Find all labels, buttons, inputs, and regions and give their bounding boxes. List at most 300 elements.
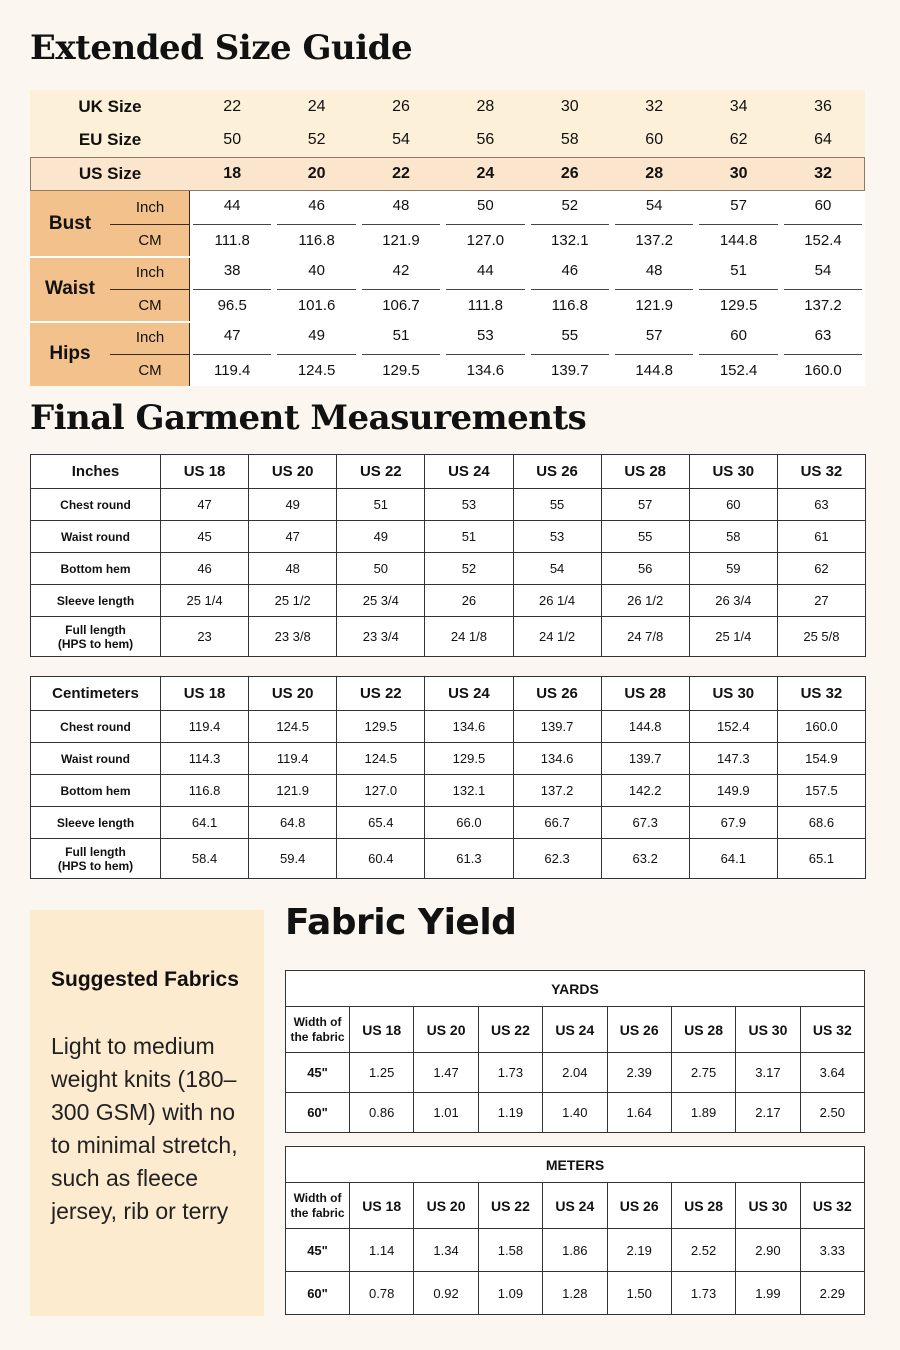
table-cell: 2.17 (736, 1093, 800, 1133)
row-label-text: Waist round (61, 529, 130, 544)
table-cell: 47 (249, 521, 337, 553)
table-cell: 0.86 (350, 1093, 414, 1133)
table-cell: 124.5 (337, 743, 425, 775)
inch-value: 38 (223, 262, 241, 279)
table-cell: 2.75 (671, 1053, 735, 1093)
row-label (31, 585, 161, 617)
unit-header: Inches (31, 455, 161, 489)
table-cell: 67.3 (601, 807, 689, 839)
table-cell: 64.1 (689, 839, 777, 879)
table-cell: 2.04 (543, 1053, 607, 1093)
unit-divider (110, 224, 190, 225)
table-cell: 51 (337, 489, 425, 521)
table-cell: 64.1 (161, 807, 249, 839)
inch-value: 63 (814, 327, 832, 344)
cm-value: 111.8 (214, 231, 250, 249)
table-cell: 144.8 (601, 711, 689, 743)
table-cell: 25 1/4 (161, 585, 249, 617)
cm-value: 106.7 (382, 296, 420, 314)
table-cell: 2.39 (607, 1053, 671, 1093)
table-cell: 0.92 (414, 1272, 478, 1315)
table-cell: 48 (249, 553, 337, 585)
table-cell: 45 (161, 521, 249, 553)
size-header: US 30 (736, 1007, 800, 1053)
table-cell: 3.17 (736, 1053, 800, 1093)
row-label-text: Full length (65, 844, 126, 859)
cm-value: 132.1 (551, 231, 589, 249)
unit-inch: Inch (135, 329, 165, 346)
inch-value: 50 (477, 197, 494, 214)
block-separator (30, 256, 190, 258)
size-value: 58 (560, 131, 579, 148)
table-cell: 60.4 (337, 839, 425, 879)
cm-value: 121.9 (635, 296, 673, 314)
cm-value: 139.7 (551, 361, 589, 379)
size-header: US 24 (425, 455, 513, 489)
size-value: 24 (476, 165, 495, 182)
table-cell: 62 (777, 553, 865, 585)
row-label (31, 839, 161, 879)
size-value: 62 (729, 131, 748, 148)
size-guide-table (30, 90, 865, 386)
table-cell: 58 (689, 521, 777, 553)
table-cell: 1.89 (671, 1093, 735, 1133)
table-cell: 55 (513, 489, 601, 521)
size-value: 26 (560, 165, 579, 182)
table-cell: 53 (513, 521, 601, 553)
table-cell: 3.64 (800, 1053, 864, 1093)
table-row (31, 617, 866, 657)
table-cell: 50 (337, 553, 425, 585)
table-cell: 26 (425, 585, 513, 617)
table-cell: 116.8 (161, 775, 249, 807)
width-label (286, 1183, 350, 1229)
size-value: 30 (560, 97, 579, 115)
title-row (286, 971, 865, 1007)
table-row (31, 553, 866, 585)
row-label-text: Bottom hem (60, 783, 131, 798)
table-cell: 65.4 (337, 807, 425, 839)
table-cell: 46 (161, 553, 249, 585)
unit-inch: Inch (135, 199, 165, 216)
size-header: US 28 (601, 677, 689, 711)
cm-value: 129.5 (382, 361, 420, 379)
row-label-text: Chest round (60, 719, 131, 734)
unit-divider (110, 354, 190, 355)
table-cell: 26 1/2 (601, 585, 689, 617)
table-cell: 25 3/4 (337, 585, 425, 617)
fabric-width: 60" (286, 1272, 350, 1315)
unit-cm: CM (138, 231, 162, 249)
cm-value: 129.5 (719, 296, 758, 314)
inch-value: 46 (308, 197, 325, 214)
table-cell: 52 (425, 553, 513, 585)
unit-divider (110, 289, 190, 290)
yield-unit-title: METERS (286, 1147, 865, 1183)
size-header: US 32 (777, 455, 865, 489)
block-separator (30, 321, 190, 323)
cm-value: 111.8 (467, 296, 504, 314)
table-cell: 67.9 (689, 807, 777, 839)
yield-unit-title: YARDS (286, 971, 865, 1007)
inch-value: 47 (223, 327, 241, 344)
row-label-sub: (HPS to hem) (57, 636, 134, 651)
cm-value: 127.0 (466, 231, 505, 249)
table-cell: 58.4 (161, 839, 249, 879)
table-cell: 154.9 (777, 743, 865, 775)
inch-value: 46 (561, 262, 579, 279)
cm-value: 134.6 (466, 361, 505, 379)
size-header: US 32 (777, 677, 865, 711)
cm-value: 152.4 (804, 231, 842, 249)
inch-value: 60 (730, 327, 747, 344)
table-row (31, 839, 866, 879)
table-cell: 137.2 (513, 775, 601, 807)
inch-value: 57 (645, 327, 663, 344)
fabric-width: 60" (286, 1093, 350, 1133)
table-cell: 63.2 (601, 839, 689, 879)
unit-header: Centimeters (31, 677, 161, 711)
table-cell: 63 (777, 489, 865, 521)
table-cell: 134.6 (425, 711, 513, 743)
inch-value: 42 (392, 262, 410, 279)
cm-value: 152.4 (719, 361, 758, 379)
table-cell: 59 (689, 553, 777, 585)
unit-inch: Inch (135, 264, 165, 281)
size-header: US 20 (249, 455, 337, 489)
table-cell: 59.4 (249, 839, 337, 879)
table-cell: 49 (337, 521, 425, 553)
table-cell: 134.6 (513, 743, 601, 775)
inch-value: 48 (392, 197, 410, 214)
size-header: US 26 (513, 455, 601, 489)
size-header: US 18 (350, 1183, 414, 1229)
inch-value: 51 (730, 262, 747, 279)
inch-value: 54 (645, 197, 663, 214)
size-value: 20 (307, 165, 326, 182)
table-cell: 147.3 (689, 743, 777, 775)
table-cell: 26 1/4 (513, 585, 601, 617)
size-header: US 30 (689, 677, 777, 711)
table-cell: 68.6 (777, 807, 865, 839)
size-header: US 28 (601, 455, 689, 489)
table-cell: 127.0 (337, 775, 425, 807)
table-cell: 49 (249, 489, 337, 521)
inch-value: 51 (392, 327, 410, 344)
size-value: 26 (392, 97, 410, 115)
table-row (31, 807, 866, 839)
size-value: 22 (223, 97, 242, 115)
unit-cm: CM (138, 361, 162, 379)
table-cell: 121.9 (249, 775, 337, 807)
inch-value: 40 (308, 262, 325, 279)
table-cell: 2.52 (671, 1229, 735, 1272)
table-cell: 160.0 (777, 711, 865, 743)
size-header: US 22 (478, 1183, 542, 1229)
table-cell: 23 3/8 (249, 617, 337, 657)
row-label-text: Full length (65, 622, 126, 637)
inch-value: 53 (477, 327, 494, 344)
table-cell: 1.19 (478, 1093, 542, 1133)
table-cell: 2.90 (736, 1229, 800, 1272)
size-header: US 26 (607, 1183, 671, 1229)
cm-value: 144.8 (719, 231, 758, 249)
size-value: 30 (729, 165, 748, 182)
table-cell: 1.09 (478, 1272, 542, 1315)
size-header: US 24 (425, 677, 513, 711)
size-header: US 20 (414, 1007, 478, 1053)
size-header: US 18 (161, 677, 249, 711)
fabric-yield-title: Fabric Yield (285, 902, 517, 943)
table-row (31, 743, 866, 775)
table-cell: 25 5/8 (777, 617, 865, 657)
table-cell: 132.1 (425, 775, 513, 807)
table-cell: 142.2 (601, 775, 689, 807)
table-cell: 25 1/4 (689, 617, 777, 657)
table-cell: 157.5 (777, 775, 865, 807)
table-row (31, 775, 866, 807)
inch-value: 60 (814, 197, 832, 214)
suggested-fabrics-panel (30, 910, 264, 1316)
row-label (31, 617, 161, 657)
size-value: 22 (392, 165, 410, 182)
cm-value: 121.9 (382, 231, 420, 249)
table-cell: 47 (161, 489, 249, 521)
size-header: US 22 (337, 677, 425, 711)
inch-value: 57 (730, 197, 747, 214)
table-cell: 24 1/8 (425, 617, 513, 657)
inch-value: 54 (814, 262, 832, 279)
size-header: US 26 (607, 1007, 671, 1053)
table-cell: 55 (601, 521, 689, 553)
row-label (31, 807, 161, 839)
table-cell: 1.25 (350, 1053, 414, 1093)
size-header: US 18 (161, 455, 249, 489)
row-label-text: Waist round (61, 751, 130, 766)
suggested-fabrics-heading: Suggested Fabrics (51, 968, 239, 991)
inch-value: 48 (645, 262, 663, 279)
measure-label: Bust (48, 212, 92, 234)
table-cell: 60 (689, 489, 777, 521)
table-cell: 1.58 (478, 1229, 542, 1272)
size-value: 24 (307, 97, 326, 115)
table-cell: 124.5 (249, 711, 337, 743)
size-header: US 30 (689, 455, 777, 489)
table-cell: 129.5 (337, 711, 425, 743)
table-row (31, 521, 866, 553)
table-cell: 61.3 (425, 839, 513, 879)
size-value: 32 (645, 97, 664, 115)
table-cell: 2.29 (800, 1272, 864, 1315)
row-label-text: Bottom hem (60, 561, 131, 576)
table-cell: 1.47 (414, 1053, 478, 1093)
size-value: 18 (223, 165, 242, 182)
inch-value: 52 (561, 197, 579, 214)
size-value: 54 (392, 131, 410, 148)
size-value: 28 (476, 97, 495, 115)
table-cell: 1.01 (414, 1093, 478, 1133)
size-value: 34 (729, 97, 748, 115)
table-cell: 23 (161, 617, 249, 657)
size-label: US Size (78, 164, 142, 183)
table-cell: 1.14 (350, 1229, 414, 1272)
inch-value: 55 (561, 327, 579, 344)
table-row (286, 1229, 865, 1272)
size-header: US 30 (736, 1183, 800, 1229)
cm-value: 144.8 (635, 361, 673, 379)
fabric-width: 45" (286, 1053, 350, 1093)
cm-value: 116.8 (298, 231, 335, 249)
table-cell: 61 (777, 521, 865, 553)
table-cell: 66.7 (513, 807, 601, 839)
cm-value: 137.2 (804, 296, 842, 314)
table-row (286, 1272, 865, 1315)
size-value: 28 (645, 165, 664, 182)
fabric-width: 45" (286, 1229, 350, 1272)
table-cell: 26 3/4 (689, 585, 777, 617)
table-cell: 139.7 (601, 743, 689, 775)
width-label-1: Width of (293, 1190, 342, 1205)
row-label (31, 553, 161, 585)
table-row (31, 585, 866, 617)
width-label-1: Width of (293, 1014, 342, 1029)
table-cell: 1.64 (607, 1093, 671, 1133)
width-label-2: the fabric (290, 1205, 345, 1220)
row-label (31, 521, 161, 553)
size-header: US 24 (543, 1007, 607, 1053)
row-label (31, 743, 161, 775)
row-label (31, 775, 161, 807)
cm-value: 137.2 (635, 231, 673, 249)
title-row (286, 1147, 865, 1183)
table-cell: 139.7 (513, 711, 601, 743)
table-cell: 66.0 (425, 807, 513, 839)
size-header: US 32 (800, 1183, 864, 1229)
table-cell: 1.34 (414, 1229, 478, 1272)
table-cell: 1.73 (671, 1272, 735, 1315)
width-label-2: the fabric (290, 1029, 345, 1044)
table-cell: 119.4 (249, 743, 337, 775)
table-cell: 51 (425, 521, 513, 553)
table-cell: 24 7/8 (601, 617, 689, 657)
inch-value: 44 (223, 197, 241, 214)
header-row (31, 455, 866, 489)
table-cell: 2.19 (607, 1229, 671, 1272)
table-cell: 149.9 (689, 775, 777, 807)
size-header: US 28 (671, 1007, 735, 1053)
garment-measurements-title: Final Garment Measurements (30, 398, 587, 438)
size-header: US 22 (478, 1007, 542, 1053)
size-value: 52 (307, 131, 326, 148)
row-label (31, 489, 161, 521)
table-cell: 3.33 (800, 1229, 864, 1272)
table-cell: 1.40 (543, 1093, 607, 1133)
size-header: US 26 (513, 677, 601, 711)
size-value: 60 (645, 131, 664, 148)
table-cell: 1.99 (736, 1272, 800, 1315)
cm-value: 116.8 (551, 296, 588, 314)
table-cell: 65.1 (777, 839, 865, 879)
size-value: 32 (814, 165, 832, 182)
table-cell: 1.73 (478, 1053, 542, 1093)
table-row (286, 1053, 865, 1093)
table-cell: 1.86 (543, 1229, 607, 1272)
fabric-yield-yards-table (285, 970, 865, 1133)
measure-label: Hips (49, 342, 91, 364)
table-cell: 23 3/4 (337, 617, 425, 657)
inch-value: 44 (477, 262, 494, 279)
table-cell: 57 (601, 489, 689, 521)
size-label: EU Size (78, 130, 142, 149)
row-label-text: Sleeve length (56, 815, 135, 830)
header-row (286, 1183, 865, 1229)
size-header: US 20 (414, 1183, 478, 1229)
table-cell: 24 1/2 (513, 617, 601, 657)
row-label-text: Chest round (60, 497, 131, 512)
row-label (31, 711, 161, 743)
header-row (286, 1007, 865, 1053)
size-label: UK Size (78, 96, 142, 116)
table-cell: 129.5 (425, 743, 513, 775)
table-cell: 54 (513, 553, 601, 585)
size-value: 56 (476, 131, 495, 148)
table-cell: 27 (777, 585, 865, 617)
garment-centimeters-table (30, 676, 866, 879)
table-row (286, 1093, 865, 1133)
fabric-yield-meters-table (285, 1146, 865, 1315)
row-label-sub: (HPS to hem) (57, 858, 134, 873)
table-cell: 119.4 (161, 711, 249, 743)
table-cell: 53 (425, 489, 513, 521)
cm-value: 101.6 (297, 296, 336, 314)
cm-value: 96.5 (217, 296, 247, 314)
garment-inches-table (30, 454, 866, 657)
measure-label: Waist (45, 277, 95, 299)
size-guide-title: Extended Size Guide (30, 28, 413, 68)
size-value: 50 (223, 131, 242, 148)
table-cell: 62.3 (513, 839, 601, 879)
table-row (31, 711, 866, 743)
table-cell: 1.28 (543, 1272, 607, 1315)
table-cell: 0.78 (350, 1272, 414, 1315)
size-header: US 28 (671, 1183, 735, 1229)
size-header: US 32 (800, 1007, 864, 1053)
inch-value: 49 (308, 327, 325, 344)
table-cell: 64.8 (249, 807, 337, 839)
size-header: US 20 (249, 677, 337, 711)
size-header: US 24 (543, 1183, 607, 1229)
size-header: US 22 (337, 455, 425, 489)
size-value: 36 (814, 97, 832, 115)
size-value: 64 (814, 131, 832, 148)
unit-cm: CM (138, 296, 162, 314)
cm-value: 160.0 (804, 361, 842, 379)
table-cell: 25 1/2 (249, 585, 337, 617)
row-label-text: Sleeve length (56, 593, 135, 608)
header-row (31, 677, 866, 711)
table-cell: 114.3 (161, 743, 249, 775)
table-cell: 2.50 (800, 1093, 864, 1133)
table-cell: 1.50 (607, 1272, 671, 1315)
cm-value: 119.4 (213, 361, 251, 379)
table-cell: 56 (601, 553, 689, 585)
suggested-fabrics-text: Light to medium weight knits (180–300 GSM) with no to minimal stretch, such as fleece jersey, rib or terry (51, 1033, 238, 1224)
table-cell: 152.4 (689, 711, 777, 743)
table-row (31, 489, 866, 521)
width-label (286, 1007, 350, 1053)
cm-value: 124.5 (297, 361, 336, 379)
size-header: US 18 (350, 1007, 414, 1053)
